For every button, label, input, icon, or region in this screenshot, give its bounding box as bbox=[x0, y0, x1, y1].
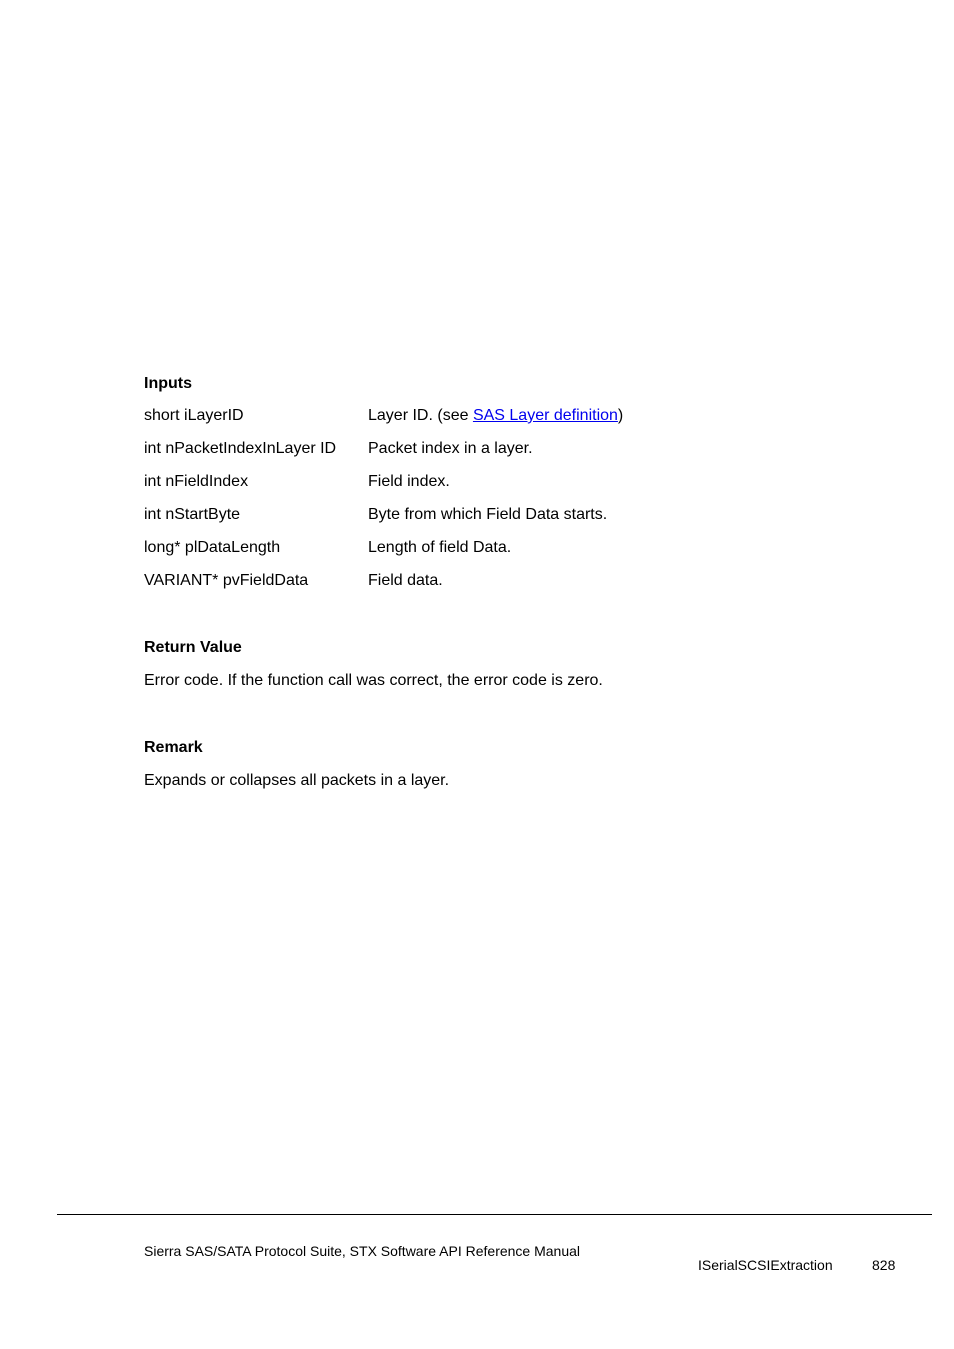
input-name: long* plDataLength bbox=[144, 539, 281, 556]
input-description: Length of field Data. bbox=[368, 539, 512, 556]
return-value-text: Error code. If the function call was correct, the error code is zero. bbox=[144, 672, 603, 689]
input-row bbox=[144, 438, 744, 471]
footer-section-name: ISerialSCSIExtraction bbox=[698, 1257, 833, 1273]
remark-text: Expands or collapses all packets in a layer. bbox=[144, 772, 450, 789]
input-name: int nStartByte bbox=[144, 506, 241, 523]
input-name: int nPacketIndexInLayer ID bbox=[144, 440, 337, 457]
input-description: Field index. bbox=[368, 473, 450, 490]
sas-layer-definition-link[interactable]: SAS Layer definition bbox=[472, 407, 618, 424]
input-description: Field data. bbox=[368, 572, 443, 589]
input-row bbox=[144, 471, 744, 504]
input-name: int nFieldIndex bbox=[144, 473, 249, 490]
input-name: short iLayerID bbox=[144, 407, 244, 424]
input-description-prefix: Layer ID. (see bbox=[368, 407, 473, 424]
input-name: VARIANT* pvFieldData bbox=[144, 572, 309, 589]
footer-divider bbox=[57, 1214, 932, 1215]
input-row bbox=[144, 405, 744, 438]
return-value-heading: Return Value bbox=[144, 639, 242, 656]
input-description bbox=[368, 405, 623, 427]
input-description: Packet index in a layer. bbox=[368, 440, 533, 457]
input-row bbox=[144, 537, 744, 570]
footer-page-number: 828 bbox=[872, 1257, 896, 1273]
input-description: Byte from which Field Data starts. bbox=[368, 506, 608, 523]
footer-manual-title: Sierra SAS/SATA Protocol Suite, STX Software API Reference Manual bbox=[144, 1243, 581, 1259]
input-row bbox=[144, 570, 744, 603]
inputs-table bbox=[144, 405, 744, 603]
input-description-suffix: ) bbox=[617, 407, 624, 424]
inputs-heading: Inputs bbox=[144, 375, 192, 392]
input-row bbox=[144, 504, 744, 537]
remark-heading: Remark bbox=[144, 739, 203, 756]
